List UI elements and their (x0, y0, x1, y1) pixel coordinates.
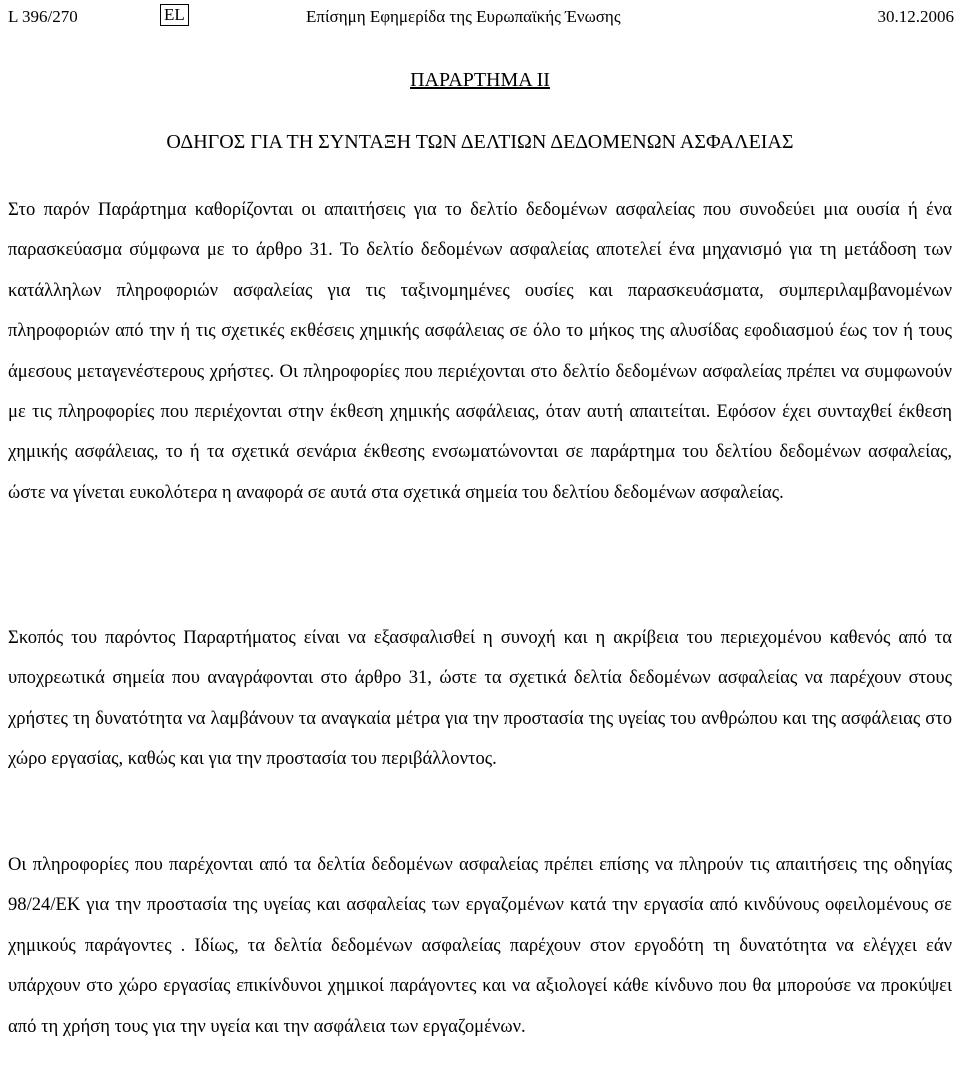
page-reference: L 396/270 (8, 7, 78, 26)
publication-date: 30.12.2006 (877, 7, 954, 26)
annex-subtitle: ΟΔΗΓΟΣ ΓΙΑ ΤΗ ΣΥΝΤΑΞΗ ΤΩΝ ΔΕΛΤΙΩΝ ΔΕΔΟΜΕΝΩΝ ΑΣΦΑΛΕΙΑΣ (166, 131, 794, 153)
paragraph-purpose: Σκοπός του παρόντος Παραρτήματος είναι να εξασφαλισθεί η συνοχή και η ακρίβεια του περιεχομένου καθενός από τα υποχρεωτικά σημεία που αναγράφονται στο άρθρο 31, ώστε τα σχετικά δελτία δεδομένων ασφαλείας να παρέχουν στους χρήστες τη δυνατότητα να λαμβάνουν τα αναγκαία μέτρα για την προστασία της υγείας του ανθρώπου και της ασφάλειας στο χώρο εργασίας, καθώς και για την προστασία του περιβάλλοντος. (8, 627, 952, 770)
language-code: EL (160, 4, 189, 26)
journal-title: Επίσημη Εφημερίδα της Ευρωπαϊκής Ένωσης (306, 7, 621, 26)
page-header (8, 4, 954, 30)
paragraph-directive: Οι πληροφορίες που παρέχονται από τα δελτία δεδομένων ασφαλείας πρέπει επίσης να πληρούν τις απαιτήσεις της οδηγίας 98/24/ΕΚ για την προστασία της υγείας και ασφαλείας των εργαζομένων κατά την εργασία από κινδύνους οφειλομένους σε χημικούς παράγοντες . Ιδίως, τα δελτία δεδομένων ασφαλείας παρέχουν στον εργοδότη τη δυνατότητα να ελέγχει εάν υπάρχουν στο χώρο εργασίας επικίνδυνοι χημικοί παράγοντες και να αξιολογεί κάθε κίνδυνο που θα μπορούσε να προκύψει από τη χρήση τους για την υγεία και την ασφάλεια των εργαζομένων. (8, 854, 952, 1037)
annex-title: ΠΑΡΑΡΤΗΜΑ ΙΙ (410, 69, 550, 91)
paragraph-intro: Στο παρόν Παράρτημα καθορίζονται οι απαιτήσεις για το δελτίο δεδομένων ασφαλείας που συνοδεύει μια ουσία ή ένα παρασκεύασμα σύμφωνα με το άρθρο 31. Το δελτίο δεδομένων ασφαλείας αποτελεί ένα μηχανισμό για τη μετάδοση των κατάλληλων πληροφοριών ασφαλείας για τις ταξινομημένες ουσίες και παρασκευάσματα, συμπεριλαμβανομένων πληροφοριών από την ή τις σχετικές εκθέσεις χημικής ασφάλειας σε όλο το μήκος της αλυσίδας εφοδιασμού έως τον ή τους άμεσους μεταγενέστερους χρήστες. Οι πληροφορίες που περιέχονται στο δελτίο δεδομένων ασφαλείας πρέπει να συμφωνούν με τις πληροφορίες που περιέχονται στην έκθεση χημικής ασφάλειας, όταν αυτή απαιτείται. Εφόσον έχει συνταχθεί έκθεση χημικής ασφάλειας, το ή τα σχετικά σενάρια έκθεσης ενσωματώνονται σε παράρτημα του δελτίου δεδομένων ασφαλείας, ώστε να γίνεται ευκολότερα η αναφορά σε αυτά στα σχετικά σημεία του δελτίου δεδομένων ασφαλείας. (8, 199, 952, 503)
